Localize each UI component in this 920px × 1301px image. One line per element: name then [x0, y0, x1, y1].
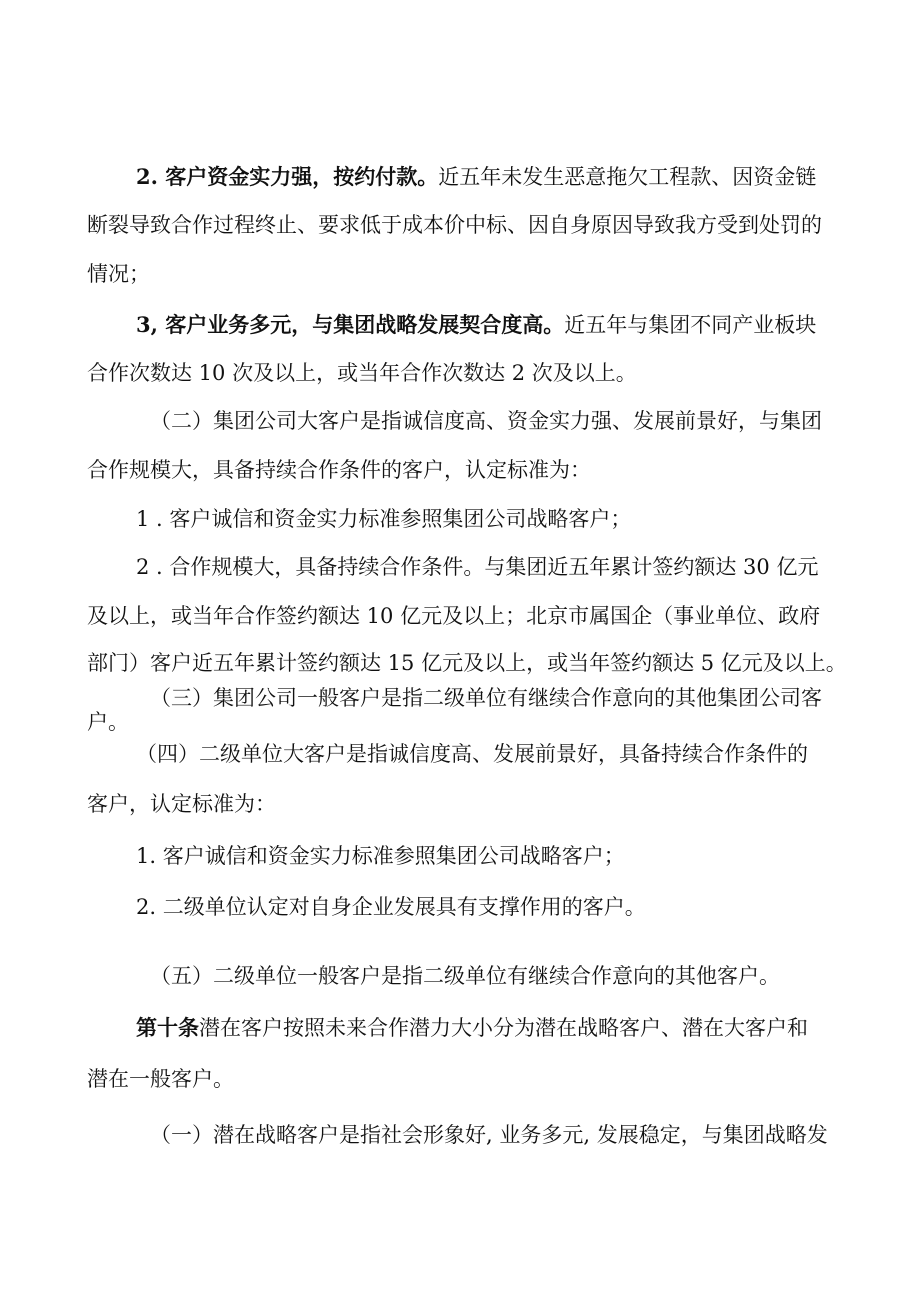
- paragraph-line: 合作次数达 10 次及以上，或当年合作次数达 2 次及以上。: [87, 361, 637, 385]
- paragraph-line: 客户，认定标准为：: [87, 792, 276, 816]
- paragraph-text: 近五年未发生恶意拖欠工程款、因资金链: [438, 165, 817, 189]
- article-heading: 第十条: [136, 1015, 199, 1040]
- paragraph-line: 户。: [87, 710, 129, 734]
- bold-heading: 3, 客户业务多元，与集团战略发展契合度高。: [136, 312, 565, 337]
- paragraph-line: [136, 1013, 808, 1043]
- paragraph-line: （四）二级单位大客户是指诚信度高、发展前景好，具备持续合作条件的: [136, 742, 808, 766]
- paragraph-line: 情况；: [87, 262, 150, 286]
- paragraph-line: （一）潜在战略客户是指社会形象好, 业务多元, 发展稳定，与集团战略发: [150, 1123, 828, 1147]
- paragraph-line: 2 . 合作规模大，具备持续合作条件。与集团近五年累计签约额达 30 亿元: [136, 555, 819, 579]
- paragraph-line: 1 . 客户诚信和资金实力标准参照集团公司战略客户；: [136, 507, 632, 531]
- paragraph-line: 合作规模大，具备持续合作条件的客户，认定标准为：: [87, 458, 591, 482]
- paragraph-line: [136, 162, 816, 192]
- paragraph-line: 部门）客户近五年累计签约额达 15 亿元及以上，或当年签约额达 5 亿元及以上。: [87, 651, 847, 675]
- paragraph-line: 断裂导致合作过程终止、要求低于成本价中标、因自身原因导致我方受到处罚的: [87, 213, 822, 237]
- paragraph-line: （三）集团公司一般客户是指二级单位有继续合作意向的其他集团公司客: [150, 686, 822, 710]
- paragraph-line: 及以上，或当年合作签约额达 10 亿元及以上；北京市属国企（事业单位、政府: [87, 604, 821, 628]
- paragraph-line: （五）二级单位一般客户是指二级单位有继续合作意向的其他客户。: [150, 964, 780, 988]
- paragraph-text: 近五年与集团不同产业板块: [564, 313, 817, 337]
- bold-heading: 2. 客户资金实力强，按约付款。: [136, 164, 439, 189]
- paragraph-line: [136, 310, 816, 340]
- paragraph-line: （二）集团公司大客户是指诚信度高、资金实力强、发展前景好，与集团: [150, 409, 822, 433]
- paragraph-line: 1. 客户诚信和资金实力标准参照集团公司战略客户；: [136, 844, 625, 868]
- paragraph-text: 潜在客户按照未来合作潜力大小分为潜在战略客户、潜在大客户和: [199, 1016, 808, 1040]
- paragraph-line: 潜在一般客户。: [87, 1067, 234, 1091]
- paragraph-line: 2. 二级单位认定对自身企业发展具有支撑作用的客户。: [136, 895, 646, 919]
